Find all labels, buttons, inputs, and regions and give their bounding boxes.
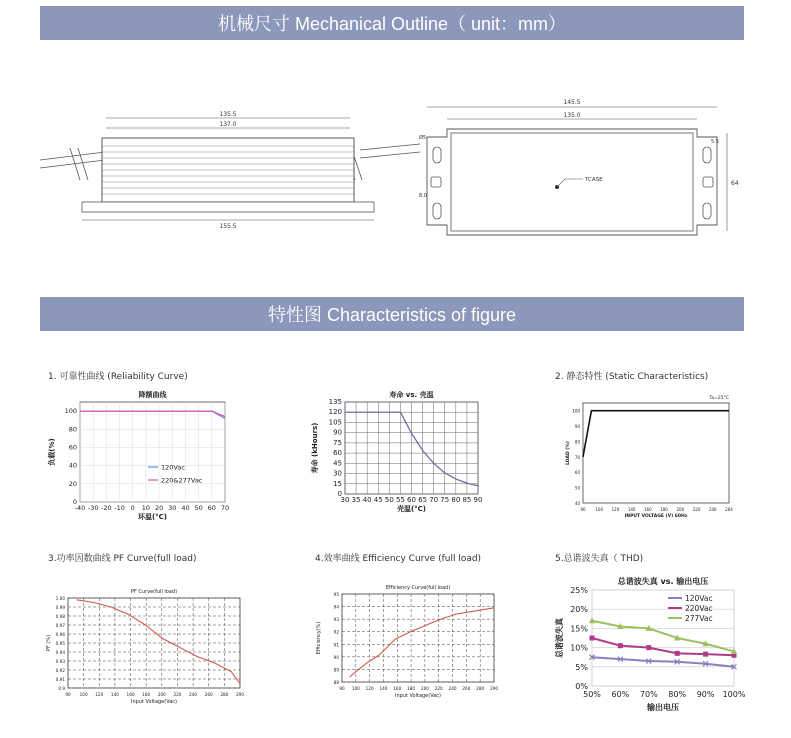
top-dim-outer: 145.5 bbox=[563, 99, 581, 106]
data-point bbox=[703, 652, 708, 657]
x-tick-label: 240 bbox=[189, 692, 198, 697]
mechanical-side-view bbox=[40, 100, 420, 230]
y-tick-label: 0.97 bbox=[55, 623, 65, 628]
x-tick-label: 30 bbox=[340, 496, 350, 504]
y-tick-label: 0.93 bbox=[55, 659, 65, 664]
x-tick-label: 220 bbox=[692, 507, 701, 512]
y-axis-label: Efficiency(%) bbox=[316, 621, 322, 655]
x-tick-label: -40 bbox=[74, 504, 86, 512]
side-dim-bottom: 155.5 bbox=[219, 223, 237, 230]
slot-left-bottom bbox=[433, 203, 441, 219]
legend-label-1: 220&277Vac bbox=[161, 476, 203, 485]
chart-title: PF Curve(full load) bbox=[130, 589, 178, 595]
y-tick-label: 1.00 bbox=[55, 596, 65, 601]
x-tick-label: 60 bbox=[207, 504, 216, 512]
chart-title: 总谐波失真 vs. 输出电压 bbox=[617, 577, 709, 586]
y-tick-label: 40 bbox=[68, 461, 77, 470]
y-tick-label: 0.91 bbox=[55, 677, 65, 682]
legend-label-0: 120Vac bbox=[161, 463, 185, 472]
x-tick-label: 100 bbox=[79, 692, 88, 697]
x-tick-label: 160 bbox=[644, 507, 652, 512]
x-tick-label: 140 bbox=[379, 686, 388, 691]
y-tick-label: 20 bbox=[68, 479, 77, 488]
x-tick-label: 180 bbox=[142, 692, 151, 697]
mechanical-top-view bbox=[415, 95, 739, 245]
chart-title: Efficiency Curve(full load) bbox=[385, 585, 451, 591]
y-tick-label: 120 bbox=[328, 408, 342, 417]
thd-chart bbox=[550, 572, 755, 722]
y-tick-label: 60 bbox=[333, 449, 342, 458]
y-tick-label: 135 bbox=[328, 398, 342, 406]
y-tick-label: 0.99 bbox=[55, 605, 65, 610]
y-tick-label: 0.94 bbox=[55, 650, 65, 655]
x-tick-label: 80 bbox=[451, 496, 461, 504]
x-tick-label: 200 bbox=[676, 507, 685, 512]
derating-chart bbox=[40, 385, 240, 530]
x-tick-label: 90% bbox=[696, 690, 715, 699]
x-axis-label: 输出电压 bbox=[647, 703, 679, 712]
left-cable bbox=[40, 152, 105, 168]
y-tick-label: 92 bbox=[333, 629, 339, 635]
x-tick-label: 60% bbox=[611, 690, 630, 699]
x-tick-label: 10 bbox=[141, 504, 151, 512]
y-tick-label: 0% bbox=[575, 682, 588, 691]
side-dim-top-1: 135.5 bbox=[219, 111, 237, 118]
top-body bbox=[451, 133, 693, 231]
x-tick-label: 75 bbox=[440, 496, 450, 504]
y-tick-label: 15 bbox=[333, 479, 342, 488]
y-tick-label: 30 bbox=[333, 469, 342, 478]
plot-area bbox=[583, 403, 729, 503]
y-tick-label: 88 bbox=[333, 680, 339, 685]
y-tick-label: 90 bbox=[333, 428, 342, 437]
y-tick-label: 89 bbox=[333, 667, 339, 673]
caption-static: 2. 静态特性 (Static Characteristics) bbox=[555, 372, 709, 382]
x-tick-label: 40 bbox=[181, 504, 190, 512]
y-tick-label: 90 bbox=[574, 424, 580, 430]
x-tick-label: 120 bbox=[95, 692, 104, 697]
x-tick-label: 180 bbox=[660, 507, 668, 512]
x-axis-label: INPUT VOLTAGE (V) 60Hz bbox=[624, 514, 688, 519]
side-dim-top-2: 137.0 bbox=[219, 121, 237, 128]
lifetime-chart bbox=[300, 380, 500, 530]
x-tick-label: 90 bbox=[65, 692, 71, 697]
y-axis-label: 总谐波失真 bbox=[555, 618, 564, 658]
top-dim-slot: 8.0 bbox=[419, 193, 427, 199]
slot-left-top bbox=[433, 147, 441, 163]
y-tick-label: 0.9 bbox=[58, 686, 65, 691]
x-tick-label: 180 bbox=[407, 686, 416, 691]
y-tick-label: 90 bbox=[333, 654, 339, 660]
caption-thd: 5.总谐波失真（ THD) bbox=[555, 554, 644, 564]
x-tick-label: 40 bbox=[362, 496, 372, 504]
slot-right-bottom bbox=[703, 203, 711, 219]
y-tick-label: 15% bbox=[570, 624, 588, 634]
x-tick-label: 160 bbox=[393, 686, 402, 691]
data-point bbox=[590, 636, 595, 641]
x-tick-label: 65 bbox=[418, 496, 428, 504]
x-tick-label: 90 bbox=[580, 507, 586, 512]
top-dim-hole: Ø5 bbox=[419, 135, 427, 141]
x-tick-label: 220 bbox=[434, 686, 443, 691]
x-tick-label: -20 bbox=[101, 504, 112, 512]
x-tick-label: 100% bbox=[722, 690, 746, 699]
x-tick-label: 264 bbox=[725, 507, 733, 512]
x-tick-label: 50 bbox=[384, 496, 394, 504]
x-axis-label: 环温(°C) bbox=[137, 513, 168, 521]
side-flange bbox=[82, 202, 374, 212]
y-tick-label: 0 bbox=[337, 490, 342, 498]
legend-label-2: 277Vac bbox=[685, 614, 713, 623]
x-tick-label: 220 bbox=[173, 692, 182, 697]
y-tick-label: 80 bbox=[68, 425, 77, 434]
x-tick-label: 70 bbox=[429, 496, 439, 504]
plot-area bbox=[80, 402, 225, 502]
y-tick-label: 5% bbox=[575, 662, 588, 672]
y-tick-label: 0 bbox=[72, 498, 77, 506]
x-tick-label: 260 bbox=[462, 686, 471, 691]
y-tick-label: 93 bbox=[333, 617, 339, 623]
characteristics-banner: 特性图 Characteristics of figure bbox=[40, 297, 744, 331]
y-tick-label: 91 bbox=[333, 642, 339, 648]
y-tick-label: 0.96 bbox=[55, 632, 65, 637]
x-tick-label: 70% bbox=[639, 690, 658, 699]
x-tick-label: 280 bbox=[220, 692, 229, 697]
pf-chart bbox=[44, 576, 254, 708]
chart-title: 寿命 vs. 壳温 bbox=[389, 391, 434, 399]
x-tick-label: 50% bbox=[583, 690, 601, 699]
top-dim-inner: 135.0 bbox=[563, 112, 581, 119]
caption-reliability: 1. 可靠性曲线 (Reliability Curve) bbox=[48, 372, 188, 382]
y-tick-label: 20% bbox=[570, 605, 588, 615]
y-tick-label: 0.98 bbox=[55, 614, 65, 619]
data-point bbox=[618, 643, 623, 648]
x-tick-label: 50 bbox=[194, 504, 203, 512]
x-tick-label: 240 bbox=[448, 686, 457, 691]
tcase-label: TCASE bbox=[585, 177, 603, 183]
x-tick-label: 100 bbox=[595, 507, 604, 512]
x-axis-label: Input Voltage(Vac) bbox=[394, 693, 442, 699]
x-tick-label: 200 bbox=[157, 692, 166, 697]
y-tick-label: 0.95 bbox=[55, 641, 65, 646]
data-point bbox=[646, 645, 651, 650]
y-tick-label: 40 bbox=[574, 501, 580, 506]
x-tick-label: 85 bbox=[462, 496, 472, 504]
right-cable bbox=[360, 144, 420, 158]
static-note: Ta=25°C bbox=[709, 396, 729, 401]
x-axis-label: Input Voltage(Vac) bbox=[130, 699, 178, 705]
x-tick-label: 260 bbox=[204, 692, 213, 697]
y-tick-label: 50 bbox=[574, 485, 580, 491]
y-tick-label: 95 bbox=[333, 592, 339, 597]
y-tick-label: 0.92 bbox=[55, 668, 65, 673]
x-tick-label: 140 bbox=[627, 507, 636, 512]
y-tick-label: 105 bbox=[328, 418, 342, 427]
x-tick-label: 35 bbox=[351, 496, 361, 504]
static-chart bbox=[555, 385, 745, 525]
x-tick-label: 90 bbox=[473, 496, 483, 504]
y-axis-label: 负载(%) bbox=[48, 438, 56, 466]
x-tick-label: 290 bbox=[236, 692, 244, 697]
x-tick-label: 70 bbox=[220, 504, 230, 512]
y-tick-label: 100 bbox=[572, 408, 580, 414]
x-tick-label: 30 bbox=[168, 504, 177, 512]
x-tick-label: 290 bbox=[490, 686, 498, 691]
x-tick-label: -30 bbox=[87, 504, 99, 512]
x-tick-label: 140 bbox=[110, 692, 119, 697]
y-tick-label: 94 bbox=[333, 604, 339, 610]
x-tick-label: 100 bbox=[351, 686, 360, 691]
y-tick-label: 45 bbox=[333, 459, 342, 468]
x-tick-label: 160 bbox=[126, 692, 135, 697]
x-tick-label: 120 bbox=[611, 507, 620, 512]
caption-pf: 3.功率因数曲线 PF Curve(full load) bbox=[48, 554, 197, 564]
y-tick-label: 25% bbox=[570, 586, 588, 595]
x-tick-label: 80% bbox=[668, 690, 687, 699]
x-tick-label: 20 bbox=[154, 504, 164, 512]
x-tick-label: 45 bbox=[373, 496, 383, 504]
x-tick-label: 60 bbox=[407, 496, 416, 504]
plot-area bbox=[592, 590, 734, 686]
y-axis-label: PF (%) bbox=[46, 634, 52, 652]
x-tick-label: 120 bbox=[365, 686, 374, 691]
slot-right-mid bbox=[703, 177, 713, 187]
top-dim-height: 64 bbox=[731, 180, 739, 187]
x-tick-label: 280 bbox=[476, 686, 485, 691]
y-tick-label: 60 bbox=[574, 470, 580, 476]
y-axis-label: 寿命 (kHours) bbox=[311, 422, 319, 474]
y-tick-label: 100 bbox=[64, 407, 77, 416]
y-tick-label: 10% bbox=[570, 643, 588, 653]
legend-label-1: 220Vac bbox=[685, 604, 713, 613]
y-tick-label: 75 bbox=[333, 438, 342, 447]
data-point bbox=[675, 651, 680, 656]
x-tick-label: 55 bbox=[395, 496, 405, 504]
x-tick-label: 0 bbox=[130, 504, 135, 512]
x-axis-label: 壳温(°C) bbox=[396, 505, 427, 513]
y-tick-label: 60 bbox=[68, 443, 77, 452]
x-tick-label: 200 bbox=[420, 686, 429, 691]
x-tick-label: -10 bbox=[114, 504, 125, 512]
plot-area bbox=[342, 594, 494, 682]
caption-efficiency: 4.效率曲线 Efficiency Curve (full load) bbox=[315, 554, 482, 564]
legend-label-0: 120Vac bbox=[685, 594, 713, 603]
slot-right-top bbox=[703, 147, 711, 163]
mechanical-outline-banner: 机械尺寸 Mechanical Outline（ unit：mm） bbox=[40, 6, 744, 40]
x-tick-label: 240 bbox=[708, 507, 717, 512]
y-axis-label: LOAD (%) bbox=[566, 441, 571, 465]
efficiency-chart bbox=[312, 574, 507, 706]
slot-left-mid bbox=[431, 177, 441, 187]
top-dim-right-note: 5.5 bbox=[711, 139, 719, 145]
chart-title: 降额曲线 bbox=[138, 391, 167, 399]
y-tick-label: 70 bbox=[574, 454, 580, 460]
y-tick-label: 80 bbox=[574, 439, 580, 445]
x-tick-label: 90 bbox=[339, 686, 345, 691]
